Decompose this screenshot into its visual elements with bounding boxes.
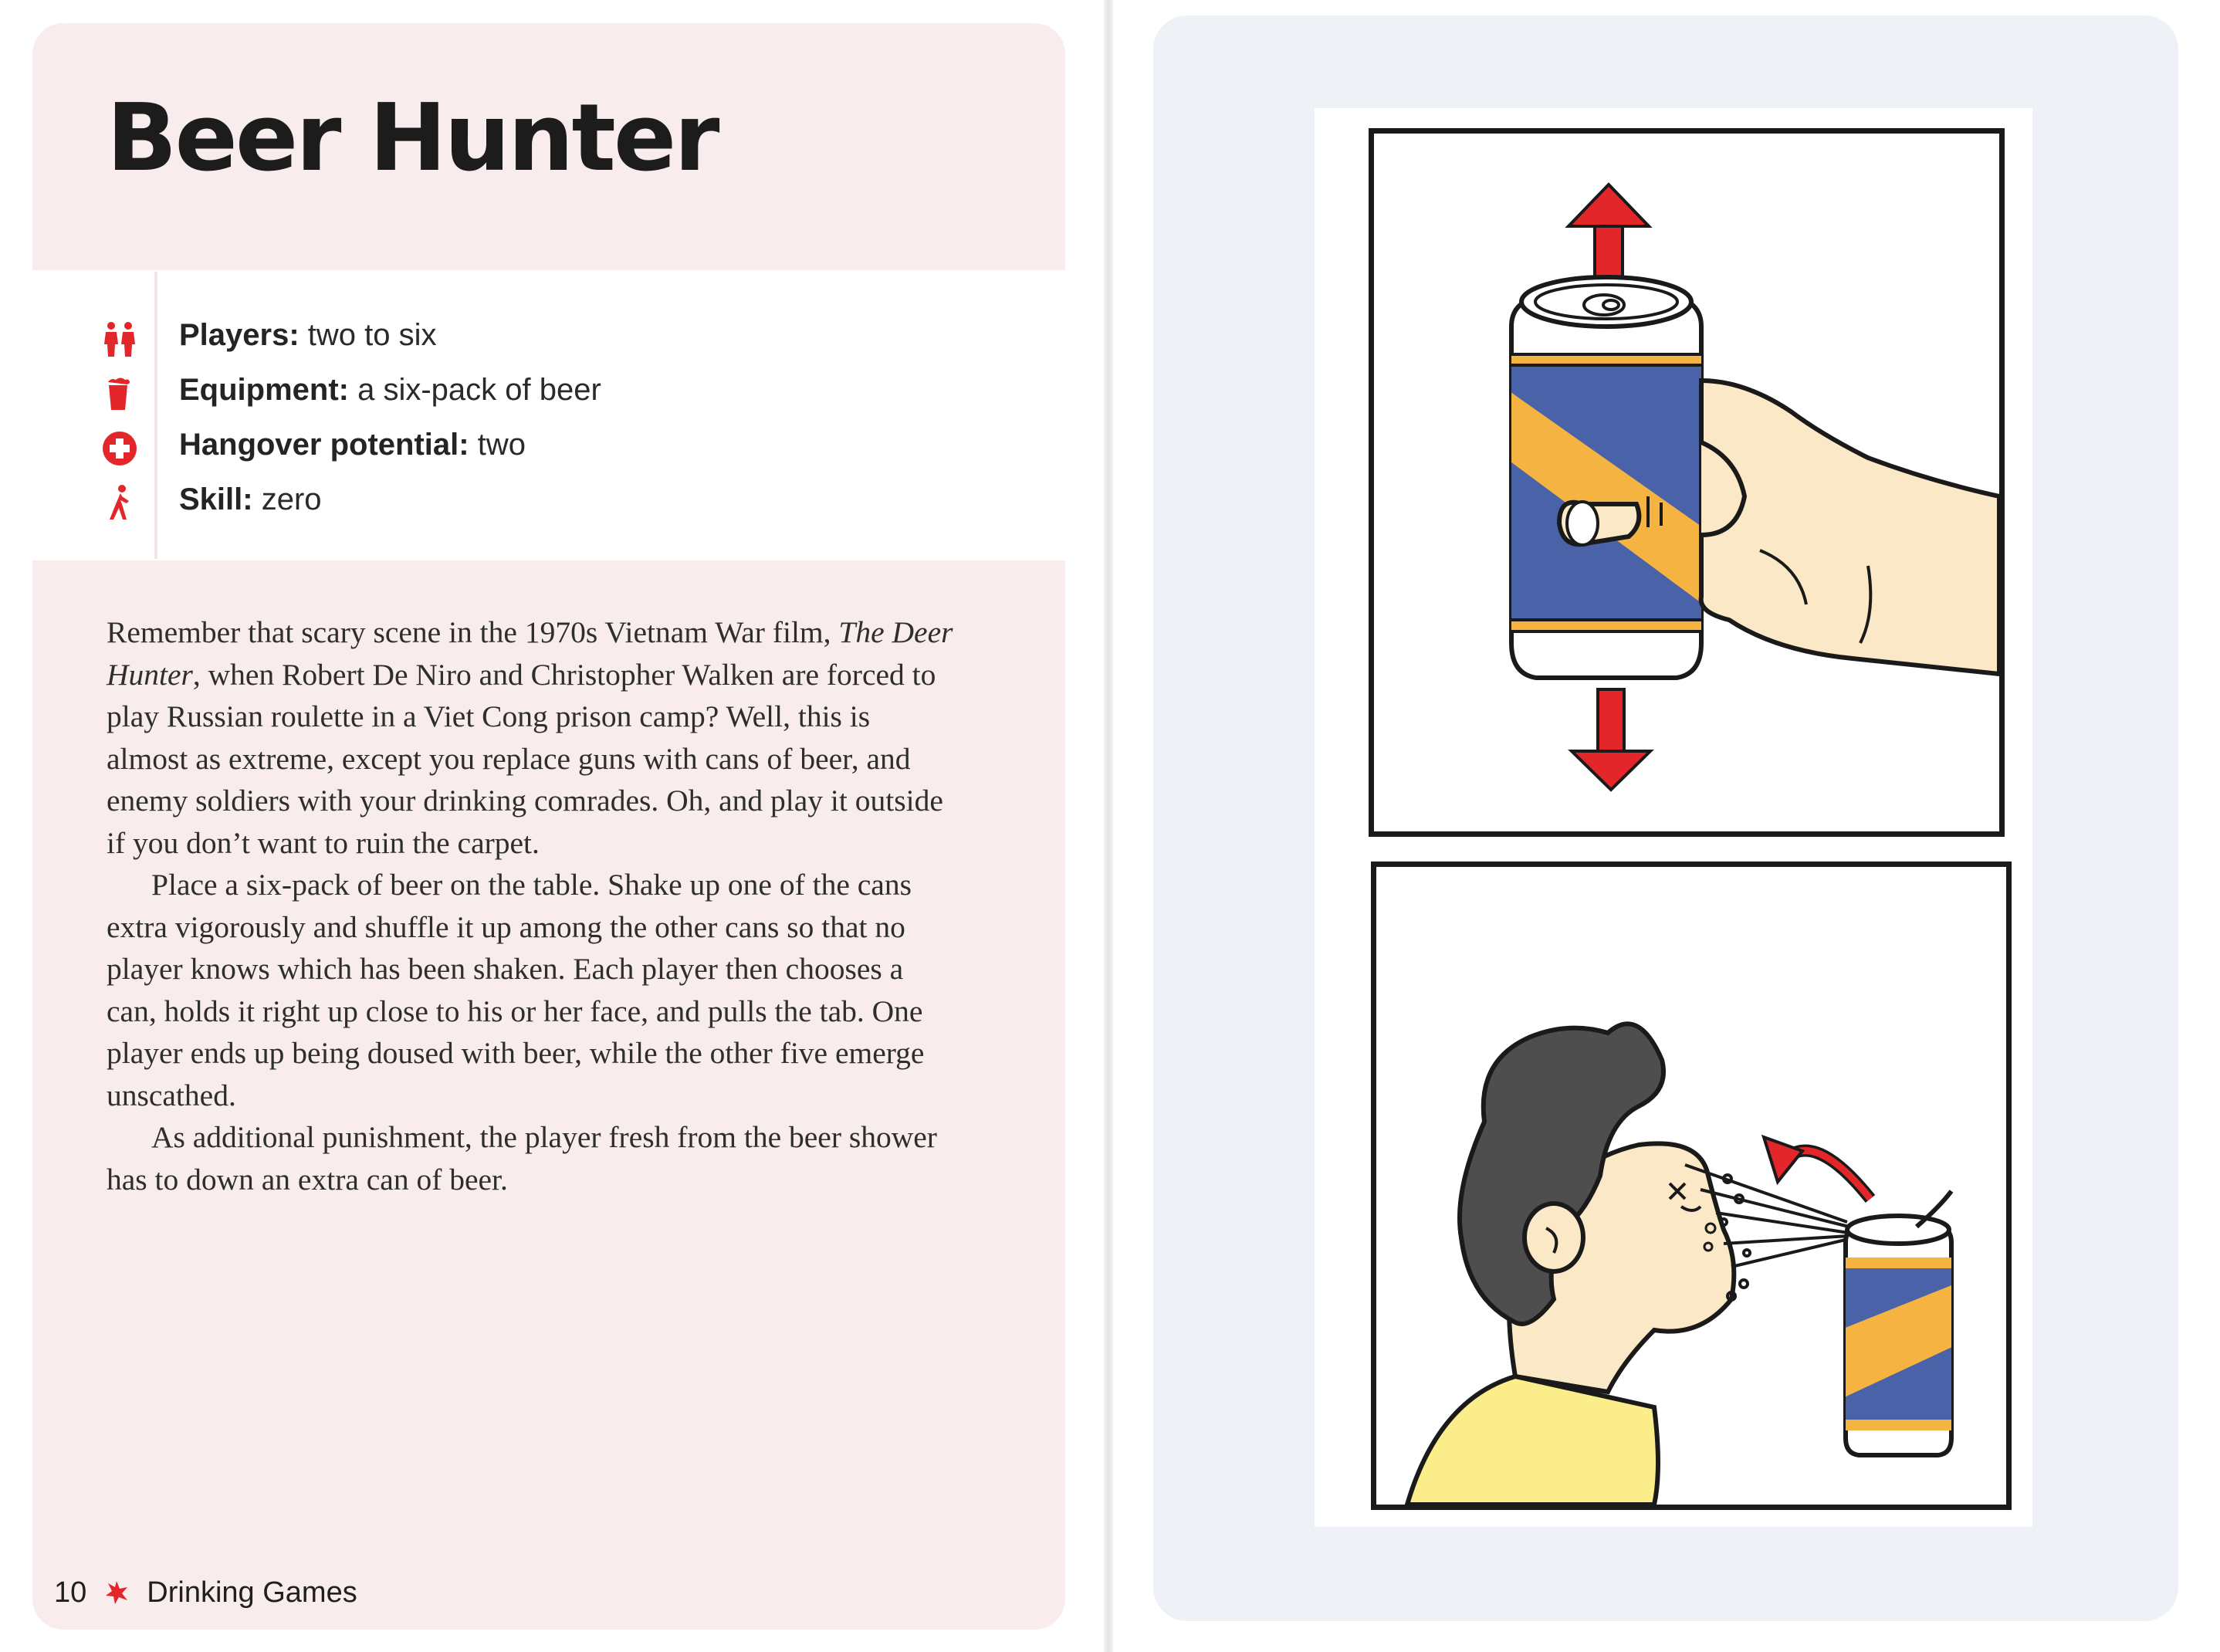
open-beer-can-icon: [1839, 1191, 1955, 1455]
info-value: a six-pack of beer: [348, 373, 601, 407]
curved-arrow-icon: [1764, 1137, 1870, 1199]
person-head-icon: [1460, 1024, 1734, 1392]
down-arrow-icon: [1572, 689, 1650, 790]
info-row-hangover: [100, 421, 949, 476]
info-label: Players:: [179, 318, 299, 352]
paragraph-2: Place a six-pack of beer on the table. Shake up one of the cans extra vigorously and shuffle it up among the other cans so that no player knows which has been shaken. Each player then chooses a can, holds it right up close to his or her face, and pulls the tab. One player ends up being doused with beer, while the other five emerge unscathed.: [107, 868, 925, 1112]
film-title: The Deer Hunter: [107, 615, 953, 692]
shake-can-panel: [1369, 128, 2005, 837]
page-title: Beer Hunter: [107, 85, 718, 192]
info-label: Skill:: [179, 482, 253, 516]
section-name: Drinking Games: [147, 1576, 357, 1609]
info-value: zero: [252, 482, 322, 516]
paragraph-1-part-a: Remember that scary scene in the 1970s Vietnam War film,: [107, 615, 839, 649]
up-arrow-icon: [1569, 184, 1649, 288]
skill-figure-icon: [100, 484, 139, 523]
paragraph-3: As additional punishment, the player fresh from the beer shower has to down an extra can of beer.: [107, 1120, 937, 1197]
paragraph-1: [107, 611, 956, 864]
shirt-icon: [1407, 1376, 1658, 1505]
info-row-equipment: [100, 367, 949, 421]
star-bullet-icon: [103, 1579, 130, 1606]
beer-mug-icon: [100, 374, 139, 413]
body-text: [107, 611, 956, 1200]
paragraph-1-part-b: , when Robert De Niro and Christopher Walken are forced to play Russian roulette in a Viet Cong prison camp? Well, this is almost as extreme, except you replace guns with cans of beer, and enemy soldiers with your drinking comrades. Oh, and play it outside if you don’t want to ruin the carpet.: [107, 657, 943, 860]
info-label: Equipment:: [179, 373, 349, 407]
info-value: two: [469, 428, 526, 462]
page-footer: [54, 1573, 357, 1612]
info-label: Hangover potential:: [179, 428, 469, 462]
info-value: two to six: [299, 318, 437, 352]
info-row-players: [100, 312, 949, 367]
players-icon: [100, 320, 139, 358]
page-number: 10: [54, 1576, 87, 1609]
spraying-can-panel: [1371, 862, 2012, 1510]
left-page: [0, 0, 1104, 1652]
first-aid-icon: [100, 429, 139, 468]
info-row-skill: [100, 476, 949, 531]
beer-can-icon: [1505, 277, 1714, 678]
game-info-list: [100, 312, 949, 531]
book-gutter: [1104, 0, 1113, 1652]
